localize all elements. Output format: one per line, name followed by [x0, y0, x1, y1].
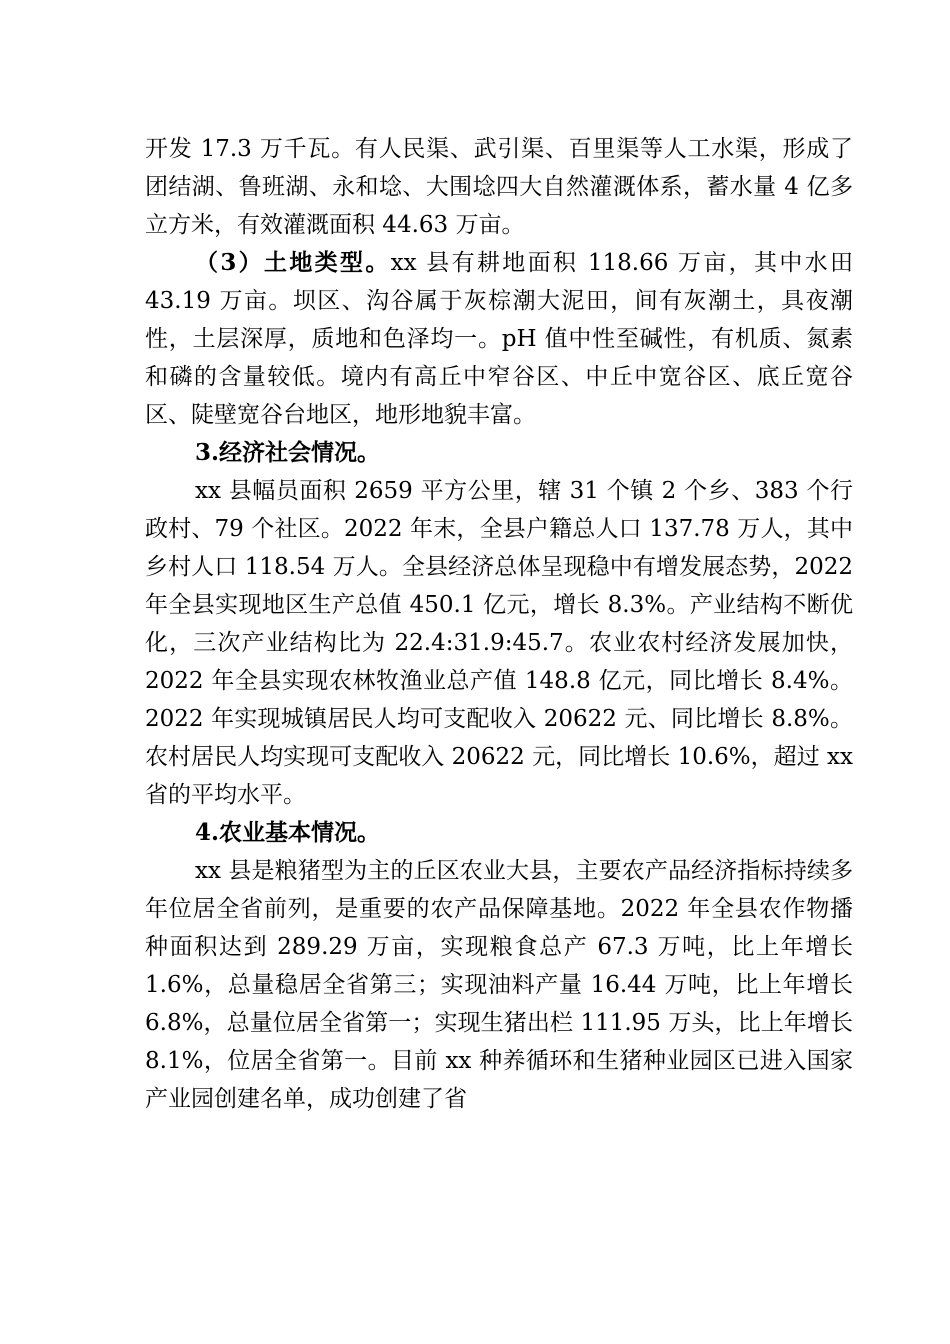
land-type-body: xx 县有耕地面积 118.66 万亩，其中水田 43.19 万亩。坝区、沟谷属于灰棕潮大泥田，间有灰潮土，具夜潮性，土层深厚，质地和色泽均一。pH 值中性至碱性，有机质、氮素和磷的含量较低。境内有高丘中窄谷区、中丘中宽谷区、底丘宽谷区、陡壁宽谷台地区，地形地貌丰富。 — [145, 250, 853, 428]
paragraph-irrigation: 开发 17.3 万千瓦。有人民渠、武引渠、百里渠等人工水渠，形成了团结湖、鲁班湖、永和埝、大围埝四大自然灌溉体系，蓄水量 4 亿多立方米，有效灌溉面积 44.63 万亩。 — [145, 136, 853, 238]
land-type-heading: （3）土地类型。 — [195, 249, 391, 276]
document-page — [145, 130, 853, 1118]
heading-economy: 3.经济社会情况。 — [195, 439, 381, 466]
heading-agriculture: 4.农业基本情况。 — [195, 819, 381, 846]
paragraph-agriculture: xx 县是粮猪型为主的丘区农业大县，主要农产品经济指标持续多年位居全省前列，是重要的农产品保障基地。2022 年全县农作物播种面积达到 289.29 万亩，实现粮食总产 67.3 万吨，比上年增长 1.6%，总量稳居全省第三；实现油料产量 16.44 万吨，比上年增长 6.8%，总量位居全省第一；实现生猪出栏 111.95 万头，比上年增长 8.1%，位居全省第一。目前 xx 种养循环和生猪种业园区已进入国家产业园创建名单，成功创建了省 — [145, 858, 853, 1112]
paragraph-land-type — [145, 244, 853, 434]
paragraph-economy: xx 县幅员面积 2659 平方公里，辖 31 个镇 2 个乡、383 个行政村、79 个社区。2022 年末，全县户籍总人口 137.78 万人，其中乡村人口 118.54 万人。全县经济总体呈现稳中有增发展态势，2022 年全县实现地区生产总值 450.1 亿元，增长 8.3%。产业结构不断优化，三次产业结构比为 22.4:31.9:45.7。农业农村经济发展加快，2022 年全县实现农林牧渔业总产值 148.8 亿元，同比增长 8.4%。2022 年实现城镇居民人均可支配收入 20622 元、同比增长 8.8%。农村居民人均实现可支配收入 20622 元，同比增长 10.6%，超过 xx 省的平均水平。 — [145, 478, 853, 808]
